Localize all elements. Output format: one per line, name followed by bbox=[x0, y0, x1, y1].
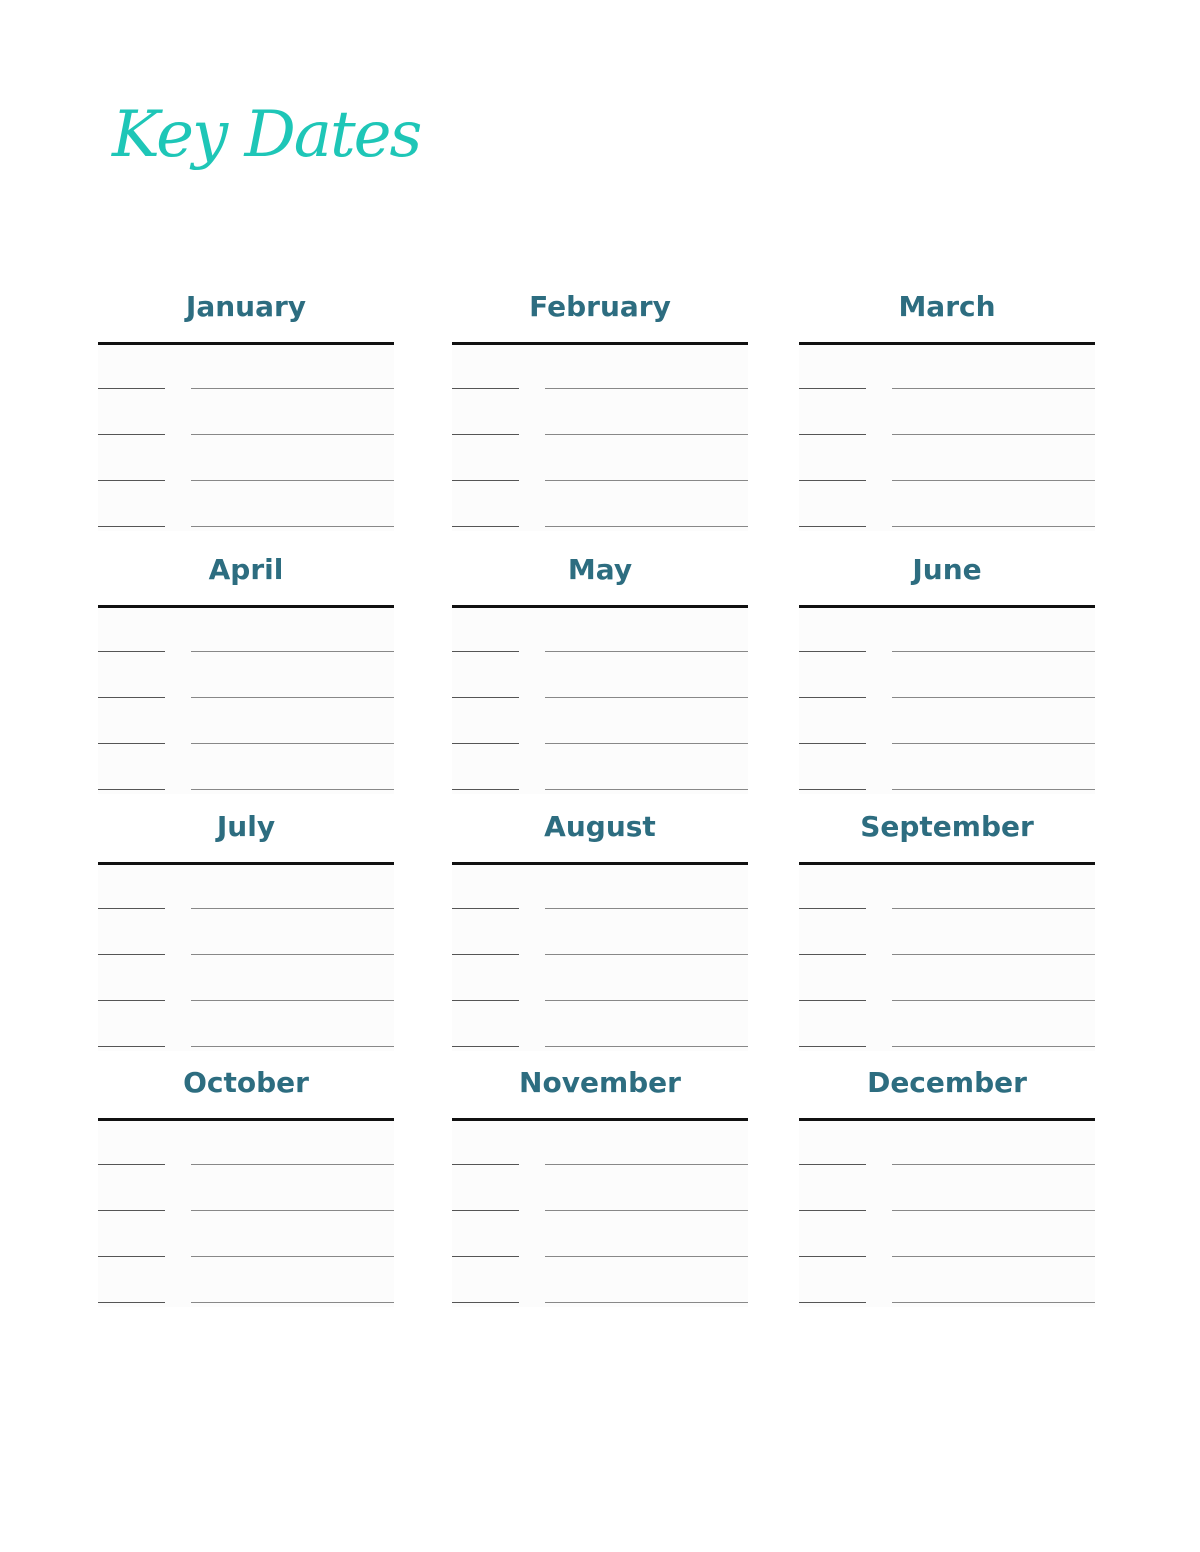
month-heading: October bbox=[183, 1066, 309, 1099]
entry-area bbox=[98, 865, 394, 1051]
entry-row bbox=[799, 743, 1095, 744]
date-line[interactable] bbox=[799, 1164, 866, 1165]
event-line[interactable] bbox=[191, 526, 394, 527]
event-line[interactable] bbox=[191, 388, 394, 389]
event-line[interactable] bbox=[892, 1256, 1095, 1257]
date-line[interactable] bbox=[799, 1256, 866, 1257]
month-heading: January bbox=[185, 290, 307, 323]
event-line[interactable] bbox=[892, 908, 1095, 909]
event-line[interactable] bbox=[191, 651, 394, 652]
event-line[interactable] bbox=[545, 526, 748, 527]
event-line[interactable] bbox=[892, 1302, 1095, 1303]
entry-area bbox=[799, 1121, 1095, 1307]
entry-row bbox=[98, 954, 394, 955]
month-block-june bbox=[799, 550, 1095, 808]
event-line[interactable] bbox=[892, 480, 1095, 481]
month-block-march bbox=[799, 287, 1095, 545]
date-line[interactable] bbox=[799, 651, 866, 652]
date-line[interactable] bbox=[452, 743, 519, 744]
date-line[interactable] bbox=[98, 651, 165, 652]
entry-area bbox=[98, 608, 394, 794]
date-line[interactable] bbox=[452, 789, 519, 790]
event-line[interactable] bbox=[892, 388, 1095, 389]
event-line[interactable] bbox=[892, 434, 1095, 435]
event-line[interactable] bbox=[191, 480, 394, 481]
entry-area bbox=[452, 608, 748, 794]
date-line[interactable] bbox=[98, 434, 165, 435]
date-line[interactable] bbox=[98, 1000, 165, 1001]
event-line[interactable] bbox=[545, 789, 748, 790]
entry-row bbox=[98, 480, 394, 481]
date-line[interactable] bbox=[98, 743, 165, 744]
month-block-december bbox=[799, 1063, 1095, 1321]
event-line[interactable] bbox=[545, 697, 748, 698]
entry-row bbox=[98, 1256, 394, 1257]
event-line[interactable] bbox=[191, 743, 394, 744]
event-line[interactable] bbox=[191, 697, 394, 698]
entry-row bbox=[452, 1210, 748, 1211]
entry-row bbox=[98, 388, 394, 389]
date-line[interactable] bbox=[799, 434, 866, 435]
event-line[interactable] bbox=[545, 954, 748, 955]
event-line[interactable] bbox=[545, 1302, 748, 1303]
date-line[interactable] bbox=[799, 1302, 866, 1303]
event-line[interactable] bbox=[191, 1210, 394, 1211]
entry-row bbox=[452, 480, 748, 481]
month-block-august bbox=[452, 807, 748, 1065]
entry-area bbox=[799, 865, 1095, 1051]
month-heading: February bbox=[529, 290, 671, 323]
month-heading: March bbox=[898, 290, 996, 323]
event-line[interactable] bbox=[545, 388, 748, 389]
date-line[interactable] bbox=[799, 1046, 866, 1047]
event-line[interactable] bbox=[545, 1164, 748, 1165]
entry-row bbox=[799, 1302, 1095, 1303]
event-line[interactable] bbox=[191, 434, 394, 435]
event-line[interactable] bbox=[545, 434, 748, 435]
entry-row bbox=[98, 1046, 394, 1047]
date-line[interactable] bbox=[98, 480, 165, 481]
event-line[interactable] bbox=[191, 954, 394, 955]
entry-area bbox=[452, 345, 748, 531]
event-line[interactable] bbox=[892, 1046, 1095, 1047]
entry-row bbox=[452, 1000, 748, 1001]
entry-row bbox=[799, 1210, 1095, 1211]
date-line[interactable] bbox=[98, 526, 165, 527]
date-line[interactable] bbox=[452, 651, 519, 652]
entry-row bbox=[799, 1046, 1095, 1047]
date-line[interactable] bbox=[98, 1302, 165, 1303]
entry-row bbox=[799, 388, 1095, 389]
month-block-july bbox=[98, 807, 394, 1065]
event-line[interactable] bbox=[545, 743, 748, 744]
entry-row bbox=[98, 743, 394, 744]
date-line[interactable] bbox=[452, 697, 519, 698]
entry-row bbox=[452, 388, 748, 389]
entry-row bbox=[452, 651, 748, 652]
month-heading: September bbox=[860, 810, 1034, 843]
event-line[interactable] bbox=[892, 954, 1095, 955]
event-line[interactable] bbox=[191, 908, 394, 909]
entry-row bbox=[799, 1256, 1095, 1257]
date-line[interactable] bbox=[452, 388, 519, 389]
entry-row bbox=[452, 908, 748, 909]
date-line[interactable] bbox=[98, 1046, 165, 1047]
entry-row bbox=[799, 697, 1095, 698]
entry-row bbox=[98, 651, 394, 652]
entry-row bbox=[799, 908, 1095, 909]
entry-row bbox=[98, 908, 394, 909]
month-heading: May bbox=[567, 553, 633, 586]
event-line[interactable] bbox=[545, 651, 748, 652]
date-line[interactable] bbox=[452, 434, 519, 435]
date-line[interactable] bbox=[452, 1210, 519, 1211]
month-heading: April bbox=[208, 553, 284, 586]
event-line[interactable] bbox=[545, 1256, 748, 1257]
event-line[interactable] bbox=[892, 697, 1095, 698]
event-line[interactable] bbox=[545, 1000, 748, 1001]
event-line[interactable] bbox=[545, 1210, 748, 1211]
entry-row bbox=[799, 480, 1095, 481]
month-heading: August bbox=[544, 810, 656, 843]
entry-row bbox=[452, 789, 748, 790]
entry-row bbox=[98, 1000, 394, 1001]
entry-row bbox=[98, 526, 394, 527]
entry-row bbox=[452, 697, 748, 698]
entry-row bbox=[98, 1302, 394, 1303]
month-block-october bbox=[98, 1063, 394, 1321]
entry-row bbox=[98, 697, 394, 698]
date-line[interactable] bbox=[799, 908, 866, 909]
event-line[interactable] bbox=[892, 1000, 1095, 1001]
entry-row bbox=[452, 434, 748, 435]
entry-row bbox=[799, 526, 1095, 527]
date-line[interactable] bbox=[98, 1164, 165, 1165]
entry-area bbox=[799, 345, 1095, 531]
entry-area bbox=[452, 1121, 748, 1307]
event-line[interactable] bbox=[191, 1164, 394, 1165]
date-line[interactable] bbox=[452, 1256, 519, 1257]
date-line[interactable] bbox=[799, 743, 866, 744]
date-line[interactable] bbox=[452, 1046, 519, 1047]
entry-row bbox=[799, 434, 1095, 435]
event-line[interactable] bbox=[892, 743, 1095, 744]
date-line[interactable] bbox=[452, 1302, 519, 1303]
entry-row bbox=[452, 954, 748, 955]
entry-row bbox=[98, 789, 394, 790]
entry-row bbox=[98, 1164, 394, 1165]
date-line[interactable] bbox=[799, 954, 866, 955]
date-line[interactable] bbox=[452, 526, 519, 527]
entry-row bbox=[799, 1164, 1095, 1165]
entry-row bbox=[799, 954, 1095, 955]
entry-row bbox=[452, 1046, 748, 1047]
date-line[interactable] bbox=[799, 1000, 866, 1001]
entry-row bbox=[98, 1210, 394, 1211]
event-line[interactable] bbox=[191, 1046, 394, 1047]
date-line[interactable] bbox=[799, 526, 866, 527]
month-block-january bbox=[98, 287, 394, 545]
date-line[interactable] bbox=[452, 954, 519, 955]
date-line[interactable] bbox=[98, 1256, 165, 1257]
event-line[interactable] bbox=[545, 908, 748, 909]
month-block-september bbox=[799, 807, 1095, 1065]
event-line[interactable] bbox=[892, 1210, 1095, 1211]
event-line[interactable] bbox=[545, 1046, 748, 1047]
date-line[interactable] bbox=[98, 1210, 165, 1211]
event-line[interactable] bbox=[892, 1164, 1095, 1165]
date-line[interactable] bbox=[98, 697, 165, 698]
month-heading: July bbox=[216, 810, 276, 843]
month-heading: June bbox=[912, 553, 982, 586]
month-block-april bbox=[98, 550, 394, 808]
date-line[interactable] bbox=[799, 789, 866, 790]
entry-area bbox=[98, 1121, 394, 1307]
event-line[interactable] bbox=[191, 1000, 394, 1001]
entry-area bbox=[98, 345, 394, 531]
event-line[interactable] bbox=[892, 789, 1095, 790]
entry-row bbox=[799, 1000, 1095, 1001]
entry-row bbox=[452, 743, 748, 744]
entry-row bbox=[799, 789, 1095, 790]
event-line[interactable] bbox=[892, 526, 1095, 527]
event-line[interactable] bbox=[892, 651, 1095, 652]
date-line[interactable] bbox=[799, 480, 866, 481]
date-line[interactable] bbox=[98, 789, 165, 790]
entry-row bbox=[452, 1164, 748, 1165]
month-heading: November bbox=[519, 1066, 681, 1099]
event-line[interactable] bbox=[545, 480, 748, 481]
date-line[interactable] bbox=[98, 908, 165, 909]
date-line[interactable] bbox=[452, 1164, 519, 1165]
month-block-november bbox=[452, 1063, 748, 1321]
date-line[interactable] bbox=[799, 697, 866, 698]
event-line[interactable] bbox=[191, 789, 394, 790]
date-line[interactable] bbox=[452, 480, 519, 481]
month-block-february bbox=[452, 287, 748, 545]
entry-area bbox=[452, 865, 748, 1051]
entry-row bbox=[98, 434, 394, 435]
event-line[interactable] bbox=[191, 1256, 394, 1257]
date-line[interactable] bbox=[799, 388, 866, 389]
entry-row bbox=[452, 1256, 748, 1257]
month-heading: December bbox=[867, 1066, 1027, 1099]
page-title: Key Dates bbox=[112, 98, 421, 172]
event-line[interactable] bbox=[191, 1302, 394, 1303]
date-line[interactable] bbox=[799, 1210, 866, 1211]
date-line[interactable] bbox=[452, 908, 519, 909]
date-line[interactable] bbox=[98, 954, 165, 955]
date-line[interactable] bbox=[452, 1000, 519, 1001]
entry-row bbox=[452, 526, 748, 527]
entry-row bbox=[799, 651, 1095, 652]
month-block-may bbox=[452, 550, 748, 808]
date-line[interactable] bbox=[98, 388, 165, 389]
entry-area bbox=[799, 608, 1095, 794]
entry-row bbox=[452, 1302, 748, 1303]
